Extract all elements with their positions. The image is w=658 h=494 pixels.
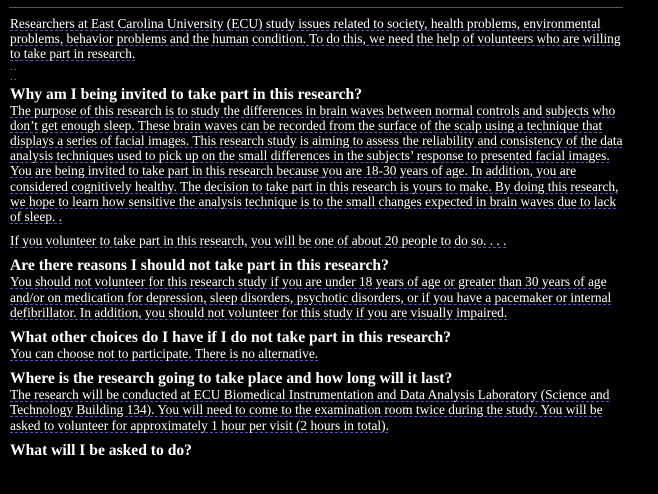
- section-heading-other-choices: What other choices do I have if I do not take part in this research?: [10, 329, 451, 347]
- section-paragraph: The research will be conducted at ECU Biomedical Instrumentation and Data Analysis Laboratory (Science and Technology Building 134). You will need to come to the examination room twice during the study. You will be asked to volunteer for approximately 1 hour per visit (2 hours in total).: [10, 387, 610, 433]
- section-paragraph: If you volunteer to take part in this research, you will be one of about 20 people to do so. . . .: [10, 233, 507, 249]
- section-heading-why-invited: Why am I being invited to take part in this research?: [10, 85, 363, 103]
- section-paragraph: You can choose not to participate. There is no alternative.: [10, 346, 319, 362]
- document-body: [10, 16, 630, 459]
- edit-mark: ..: [10, 70, 18, 83]
- section-paragraph: You should not volunteer for this research study if you are under 18 years of age or greater than 30 years of age and/or on medication for depression, sleep disorders, psychotic disorders, or if you have a pacemaker or internal defibrillator. In addition, you should not volunteer for this study if you are visually impaired.: [10, 274, 612, 320]
- intro-paragraph: [10, 16, 630, 62]
- section-paragraph: The purpose of this research is to study the differences in brain waves between normal controls and subjects who don’t get enough sleep. These brain waves can be recorded from the surface of the scalp using a technique that displays a series of facial images. This research study is aiming to assess the reliability and consistency of the data analysis techniques used to pick up on the small differences in the subjects’ response to presented facial images. You are being invited to take part in this research because you are 18-30 years of age. In addition, you are considered cognitively healthy. The decision to take part in this research is yours to make. By doing this research, we hope to learn how sensitive the analysis technique is to the small changes expected in brain waves due to lack of sleep. .: [10, 102, 623, 225]
- section-heading-location-duration: Where is the research going to take place and how long will it last?: [10, 370, 453, 388]
- section-heading-what-asked: What will I be asked to do?: [10, 441, 192, 459]
- edit-mark: ..: [10, 60, 18, 73]
- intro-text: Researchers at East Carolina University (ECU) study issues related to society, health problems, environmental problems, behavior problems and the human condition. To do this, we need the help of volunteers who are willing to take part in research.: [10, 16, 621, 62]
- top-divider: [9, 7, 623, 8]
- section-heading-reasons-not: Are there reasons I should not take part in this research?: [10, 257, 389, 275]
